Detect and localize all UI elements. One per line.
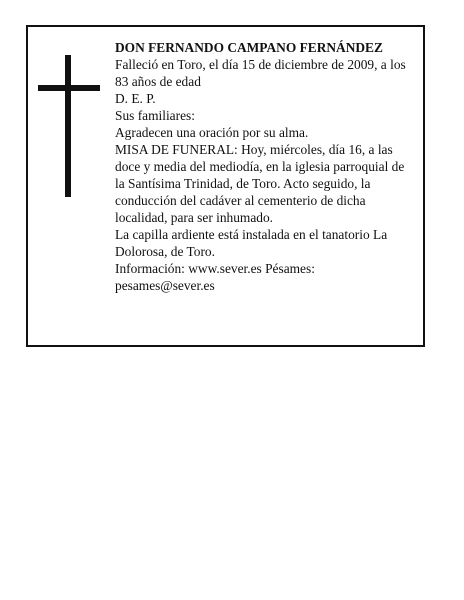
funeral-mass: MISA DE FUNERAL: Hoy, miércoles, día 16, a las doce y media del mediodía, en la iglesia parroquial de la Santísima Trinidad, de Toro. Acto seguido, la conducción del cadáver al cementerio de dicha localidad, para ser inhumado. bbox=[115, 142, 405, 225]
cross-icon bbox=[38, 55, 100, 197]
contact-info: Información: www.sever.es Pésames: pesames@sever.es bbox=[115, 261, 315, 293]
obituary-text bbox=[115, 39, 415, 294]
family-label: Sus familiares: bbox=[115, 108, 195, 123]
death-details: Falleció en Toro, el día 15 de diciembre de 2009, a los 83 años de edad bbox=[115, 57, 406, 89]
rest-in-peace: D. E. P. bbox=[115, 91, 156, 106]
deceased-name: DON FERNANDO CAMPANO FERNÁNDEZ bbox=[115, 40, 383, 55]
obituary-notice bbox=[26, 25, 425, 347]
prayer-request: Agradecen una oración por su alma. bbox=[115, 125, 309, 140]
chapel-location: La capilla ardiente está instalada en el tanatorio La Dolorosa, de Toro. bbox=[115, 227, 388, 259]
cross-horizontal-bar bbox=[38, 85, 100, 91]
cross-vertical-bar bbox=[65, 55, 71, 197]
